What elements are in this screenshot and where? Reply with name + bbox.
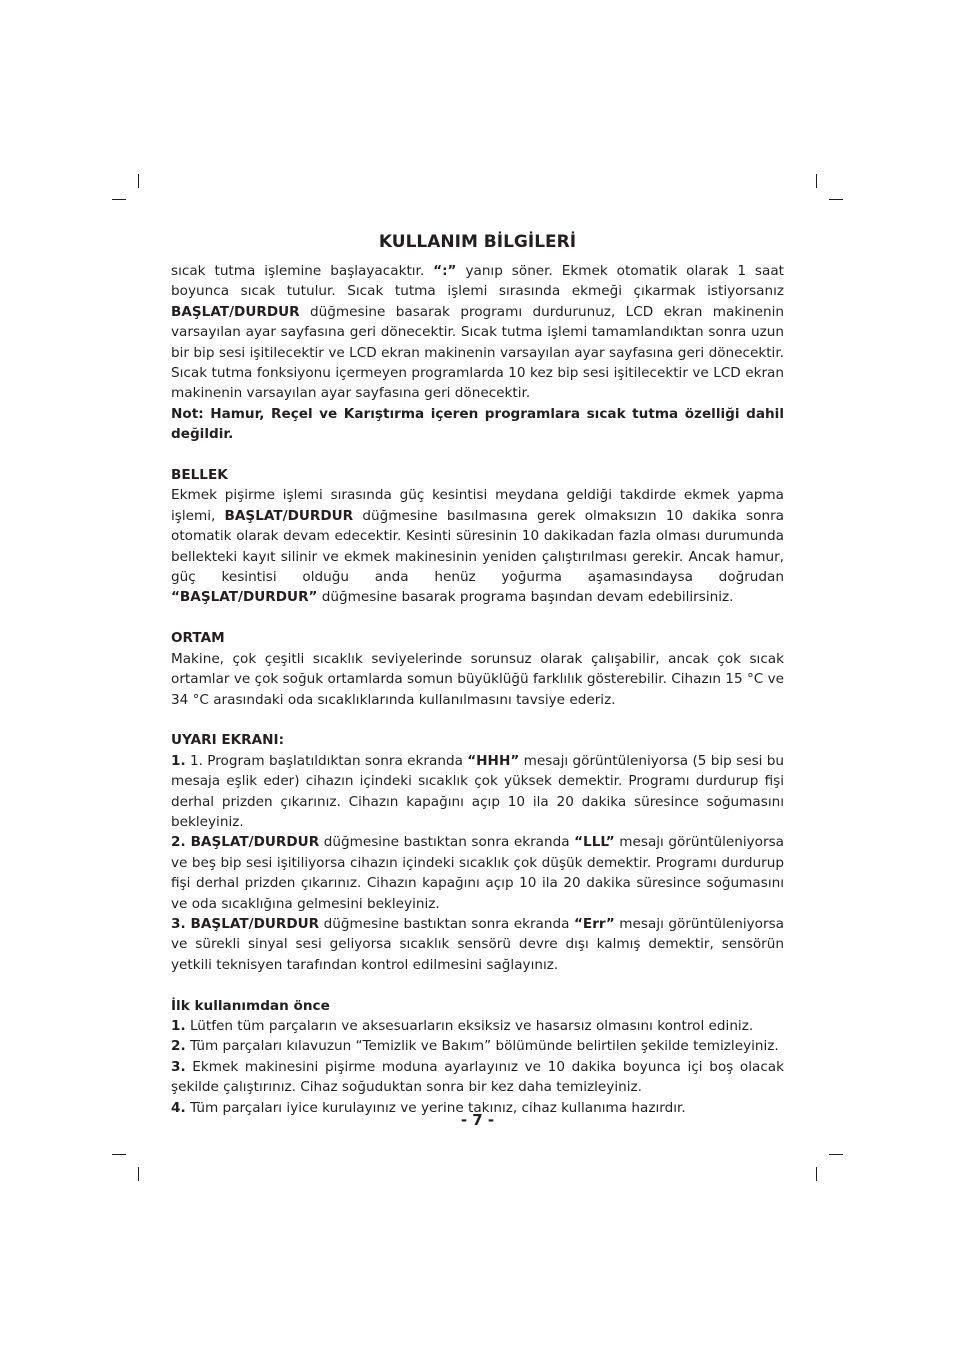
intro-paragraph: sıcak tutma işlemine başlayacaktır. “:” yanıp söner. Ekmek otomatik olarak 1 saat boyunca sıcak tutulur. Sıcak tutma işlemi sırasında ekmeği çıkarmak istiyorsanız BAŞLAT/DURDUR düğmesine basarak programı durdurunuz, LCD ekran makinenin varsayılan ayar sayfasına geri dönecektir. Sıcak tutma işlemi tamamlandıktan sonra uzun bir bip sesi işitilecektir ve LCD ekran makinenin varsayılan ayar sayfasına geri dönecektir. Sıcak tutma fonksiyonu içermeyen programlarda 10 kez bip sesi işitilecektir ve LCD ekran makinenin varsayılan ayar sayfasına geri dönecektir. [171,263,784,402]
section-heading-environment: ORTAM [171,630,225,647]
spacer [171,445,784,465]
crop-mark-top-right-vertical [816,174,817,188]
first-use-item: 2. Tüm parçaları kılavuzun “Temizlik ve Bakım” bölümünde belirtilen şekilde temizleyiniz. [171,1038,779,1055]
spacer [171,975,784,995]
section-heading-warning: UYARI EKRANI: [171,732,285,749]
section-heading-first-use: İlk kullanımdan önce [171,997,330,1014]
page-number: - 7 - [460,1111,495,1129]
warning-item-1: 1. 1. Program başlatıldıktan sonra ekranda “HHH” mesajı görüntüleniyorsa (5 bip sesi bu mesaja eşlik eder) cihazın içindeki sıcaklık çok yüksek demektir. Programı durdurup fişi derhal prizden çıkarınız. Cihazın kapağını açıp 10 ila 20 dakika süresince soğumasını bekleyiniz. [171,752,785,830]
crop-mark-bottom-left-vertical [138,1167,139,1181]
memory-paragraph: Ekmek pişirme işlemi sırasında güç kesintisi meydana geldiği takdirde ekmek yapma işlemi, BAŞLAT/DURDUR düğmesine basılmasına gerek olmaksızın 10 dakika sonra otomatik olarak devam edecektir. Kesinti süresinin 10 dakikadan fazla olması durumunda bellekteki kayıt silinir ve ekmek makinesinin yeniden çalıştırılması gerekir. Ancak hamur, güç kesintisi olduğu anda henüz yoğurma aşamasındaysa doğrudan “BAŞLAT/DURDUR” düğmesine basarak programa başından devam edebilirsiniz. [171,487,784,606]
crop-mark-bottom-left-horizontal [112,1154,126,1155]
crop-mark-top-left-vertical [138,174,139,188]
crop-mark-bottom-right-vertical [816,1167,817,1181]
crop-mark-top-left-horizontal [112,199,126,200]
crop-mark-bottom-right-horizontal [829,1154,843,1155]
environment-paragraph: Makine, çok çeşitli sıcaklık seviyelerinde sorunsuz olarak çalışabilir, ancak çok sıcak ortamlar ve çok soğuk ortamlarda somun büyüklüğü farklılık gösterebilir. Cihazın 15 °C ve 34 °C arasındaki oda sıcaklıklarında kullanılmasını tavsiye ederiz. [171,650,784,708]
first-use-item: 1. Lütfen tüm parçaların ve aksesuarların eksiksiz ve hasarsız olmasını kontrol ediniz. [171,1017,754,1034]
spacer [171,608,784,628]
warning-item-3: 3. BAŞLAT/DURDUR düğmesine bastıktan sonra ekranda “Err” mesajı görüntüleniyorsa ve sürekli sinyal sesi geliyorsa sıcaklık sensörü devre dışı kalmış demektir, sensörün yetkili teknisyen tarafından kontrol edilmesini sağlayınız. [171,915,784,973]
crop-mark-top-right-horizontal [829,199,843,200]
first-use-item: 3. Ekmek makinesini pişirme moduna ayarlayınız ve 10 dakika boyunca içi boş olacak şekilde çalıştırınız. Cihaz soğuduktan sonra bir kez daha temizleyiniz. [171,1058,784,1096]
section-heading-memory: BELLEK [171,467,228,484]
spacer [171,710,784,730]
intro-note: Not: Hamur, Reçel ve Karıştırma içeren programlara sıcak tutma özelliği dahil değildir. [171,405,784,443]
warning-item-2: 2. BAŞLAT/DURDUR düğmesine bastıktan sonra ekranda “LLL” mesajı görüntüleniyorsa ve beş bip sesi işitiliyorsa cihazın içindeki sıcaklık çok düşük demektir. Programı durdurup fişi derhal prizden çıkarınız. Cihazın kapağını açıp 10 ila 20 dakika süresince soğumasını ve oda sıcaklığına gelmesini bekleyiniz. [171,834,784,912]
page-title: KULLANIM BİLGİLERİ [378,232,577,252]
page-content [171,261,784,1118]
first-use-item: 4. Tüm parçaları iyice kurulayınız ve yerine takınız, cihaz kullanıma hazırdır. [171,1099,686,1116]
